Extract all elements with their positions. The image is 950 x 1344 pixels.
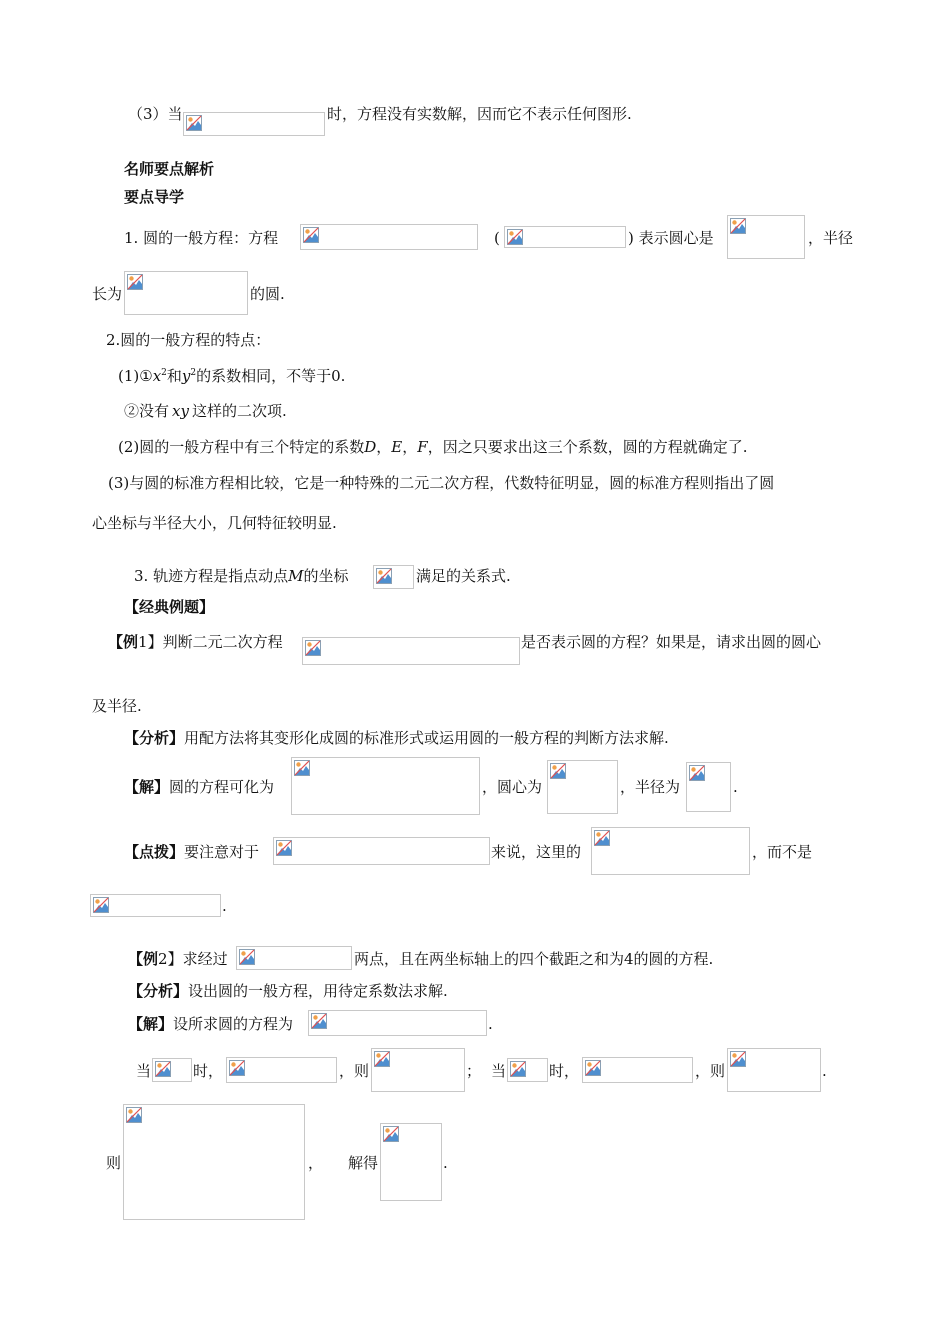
formula-image	[90, 894, 221, 917]
broken-image-icon	[276, 840, 292, 856]
text-line: 【解】设所求圆的方程为	[128, 1015, 294, 1033]
text: .	[488, 1015, 493, 1033]
broken-image-icon	[510, 1061, 526, 1077]
broken-image-icon	[294, 760, 310, 776]
text: 时，	[549, 1062, 580, 1080]
formula-image	[727, 215, 805, 259]
text: (3)与圆的标准方程相比较，它是一种特殊的二元二次方程，代数特征明显，圆的标准方程则指出了圆	[108, 474, 775, 492]
formula-image	[183, 112, 325, 136]
text: 则	[106, 1154, 122, 1172]
text: 当	[136, 1062, 152, 1080]
broken-image-icon	[305, 640, 321, 656]
broken-image-icon	[239, 949, 255, 965]
text-line: 【解】圆的方程可化为	[124, 778, 275, 796]
text-line: 【例2】求经过	[128, 950, 228, 968]
text: 是否表示圆的方程？如果是，请求出圆的圆心	[521, 633, 822, 651]
broken-image-icon	[229, 1060, 245, 1076]
formula-image	[236, 946, 352, 970]
formula-image	[226, 1057, 337, 1083]
broken-image-icon	[186, 115, 202, 131]
text: ，半径	[808, 229, 854, 247]
text-line: 【例1】判断二元二次方程	[108, 633, 283, 651]
formula-image	[124, 271, 248, 315]
formula-image	[504, 226, 626, 248]
text-line: 3. 轨迹方程是指点动点M的坐标	[134, 567, 349, 585]
formula-image	[291, 757, 480, 815]
text: .	[443, 1154, 448, 1172]
text: 及半径.	[92, 697, 142, 715]
text: (	[494, 229, 500, 247]
text: ，	[308, 1154, 324, 1172]
text: .	[822, 1062, 827, 1080]
formula-image	[123, 1104, 305, 1220]
text: ，则	[695, 1062, 726, 1080]
text: 来说，这里的	[491, 843, 582, 861]
text: .	[222, 897, 227, 915]
formula-image	[380, 1123, 442, 1201]
broken-image-icon	[594, 830, 610, 846]
formula-image	[547, 760, 618, 814]
broken-image-icon	[126, 1107, 142, 1123]
formula-image	[727, 1048, 821, 1092]
formula-image	[686, 762, 731, 812]
text-line: 【分析】用配方法将其变形化成圆的标准形式或运用圆的一般方程的判断方法求解.	[124, 729, 669, 747]
text: 当	[491, 1062, 507, 1080]
formula-image	[273, 837, 490, 865]
text: 1. 圆的一般方程：方程	[124, 229, 279, 247]
text: 心坐标与半径大小，几何特征较明显.	[92, 514, 337, 532]
text: ，而不是	[752, 843, 813, 861]
text: ) 表示圆心是	[628, 229, 714, 247]
text-line	[128, 104, 183, 124]
formula-image	[373, 565, 414, 589]
text: ，圆心为	[482, 778, 543, 796]
broken-image-icon	[303, 227, 319, 243]
text: 的圆.	[250, 285, 285, 303]
formula-image	[300, 224, 478, 250]
text-line: 【分析】设出圆的一般方程，用待定系数法求解.	[128, 982, 448, 1000]
broken-image-icon	[383, 1126, 399, 1142]
text: ，则	[339, 1062, 370, 1080]
text: .	[733, 778, 738, 796]
formula-image	[152, 1058, 192, 1082]
text-line	[327, 104, 632, 124]
broken-image-icon	[730, 218, 746, 234]
broken-image-icon	[374, 1051, 390, 1067]
broken-image-icon	[376, 568, 392, 584]
text: 长为	[92, 285, 123, 303]
text-line: ②没有 xy 这样的二次项.	[124, 402, 287, 420]
text: ；	[466, 1062, 482, 1080]
formula-image	[371, 1048, 465, 1092]
formula-image	[591, 827, 750, 875]
broken-image-icon	[585, 1060, 601, 1076]
broken-image-icon	[311, 1013, 327, 1029]
formula-image	[507, 1058, 548, 1082]
broken-image-icon	[127, 274, 143, 290]
text: 时，方程没有实数解，因而它不表示任何图形.	[327, 105, 632, 123]
broken-image-icon	[730, 1051, 746, 1067]
broken-image-icon	[689, 765, 705, 781]
text-line: 【点拨】要注意对于	[124, 843, 260, 861]
broken-image-icon	[93, 897, 109, 913]
section-heading: 【经典例题】	[124, 598, 215, 616]
section-heading: 要点导学	[124, 188, 185, 206]
broken-image-icon	[155, 1061, 171, 1077]
formula-image	[582, 1057, 693, 1083]
text-line: $(1)①x^2$和$y^2$的系数相同，不等于0.	[118, 367, 346, 385]
text: 2.圆的一般方程的特点：	[106, 331, 271, 349]
text: （3）当	[128, 105, 183, 123]
broken-image-icon	[550, 763, 566, 779]
text-line: (2)圆的一般方程中有三个特定的系数D，E，F，因之只要求出这三个系数，圆的方程就确定了.	[118, 438, 748, 456]
section-heading: 名师要点解析	[124, 160, 215, 178]
text: ，半径为	[620, 778, 681, 796]
text: 时，	[193, 1062, 224, 1080]
text: 解得	[348, 1154, 379, 1172]
formula-image	[302, 637, 520, 665]
broken-image-icon	[507, 229, 523, 245]
formula-image	[308, 1010, 487, 1036]
text: 满足的关系式.	[416, 567, 511, 585]
text: 两点，且在两坐标轴上的四个截距之和为4的圆的方程.	[354, 950, 714, 968]
